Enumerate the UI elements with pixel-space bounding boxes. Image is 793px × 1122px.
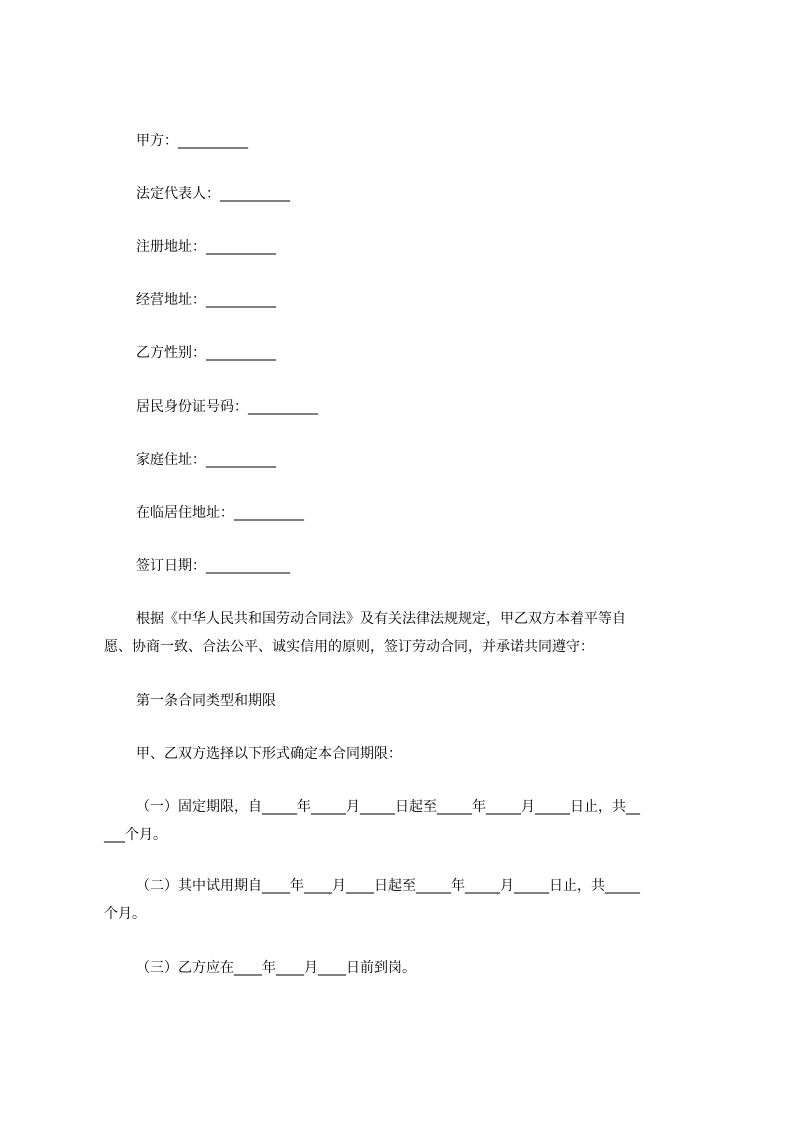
- field-label: 家庭住址：: [136, 452, 206, 468]
- field-blank: __________: [206, 292, 276, 308]
- field-blank: __________: [178, 133, 248, 149]
- field-label: 甲方：: [136, 133, 178, 149]
- field-id-number: [136, 397, 318, 417]
- field-label: 经营地址：: [136, 292, 206, 308]
- field-party-b-gender: [136, 343, 276, 363]
- field-label: 在临居住地址：: [136, 505, 234, 521]
- preamble-line-1: 根据《中华人民共和国劳动合同法》及有关法律法规规定，甲乙双方本着平等自: [136, 611, 626, 627]
- field-legal-representative: [136, 184, 290, 204]
- article-1-intro: 甲、乙双方选择以下形式确定本合同期限：: [136, 746, 402, 762]
- field-registered-address: [136, 237, 276, 257]
- field-label: 法定代表人：: [136, 186, 220, 202]
- field-label: 签订日期：: [136, 558, 206, 574]
- clause-2-line-1: （二）其中试用期自____年____月____日起至_____年_____月_____日止，共_____: [136, 878, 640, 894]
- clause-3-line: （三）乙方应在____年____月____日前到岗。: [136, 960, 416, 976]
- field-blank: __________: [206, 452, 276, 468]
- field-label: 乙方性别：: [136, 345, 206, 361]
- field-blank: __________: [234, 505, 304, 521]
- field-blank: __________: [206, 239, 276, 255]
- clause-1-paragraph: [104, 793, 706, 849]
- preamble-paragraph: [104, 605, 706, 661]
- field-label: 居民身份证号码：: [136, 399, 248, 415]
- field-blank: __________: [206, 345, 276, 361]
- preamble-line-2: 愿、协商一致、合法公平、诚实信用的原则，签订劳动合同，并承诺共同遵守：: [104, 639, 594, 655]
- article-1-title: 第一条合同类型和期限: [136, 693, 276, 709]
- field-business-address: [136, 290, 276, 310]
- clause-2-paragraph: [104, 872, 706, 928]
- field-blank: __________: [248, 399, 318, 415]
- field-signing-date: [136, 556, 290, 576]
- clause-1-line-1: （一）固定期限，自_____年_____月_____日起至_____年_____月_____日止，共__: [136, 799, 640, 815]
- field-label: 注册地址：: [136, 239, 206, 255]
- field-home-address: [136, 450, 276, 470]
- clause-2-line-2: 个月。: [104, 906, 146, 922]
- field-party-a: [136, 131, 248, 151]
- field-blank: __________: [220, 186, 290, 202]
- clause-1-line-2: ___个月。: [104, 827, 167, 843]
- field-current-address: [136, 503, 304, 523]
- field-blank: ____________: [206, 558, 290, 574]
